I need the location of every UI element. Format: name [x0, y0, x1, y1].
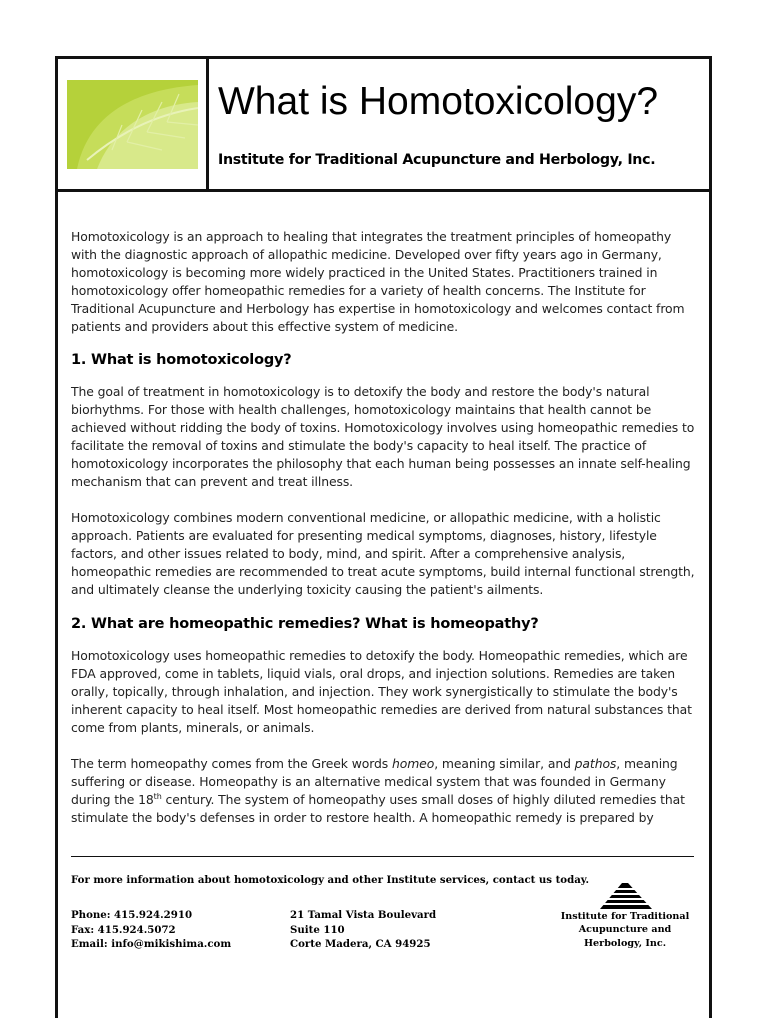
address-block — [290, 908, 436, 952]
address-line-3: Corte Madera, CA 94925 — [290, 938, 431, 951]
contact-info — [71, 908, 231, 952]
para-text: , meaning suffering or disease. Homeopathy is an alternative medical system that was founded in Germany during the 18 — [71, 755, 678, 807]
italic-term-homeo: homeo — [391, 755, 435, 771]
section2-heading: 2. What are homeopathic remedies? What is homeopathy? — [71, 616, 539, 633]
phone-number: Phone: 415.924.2910 — [71, 909, 193, 921]
section2-paragraph-1: Homotoxicology uses homeopathic remedies to detoxify the body. Homeopathic remedies, which are FDA approved, come in tablets, liquid vials, oral drops, and injection solutions. Remedies are taken orally, topically, through inhalation, and injection. They work synergistically to stimulate the body's inherent capacity to heal itself. Most homeopathic remedies are derived from natural substances that come from plants, minerals, or animals. — [71, 648, 692, 736]
superscript: th — [153, 791, 162, 801]
page-subtitle: Institute for Traditional Acupuncture and Herbology, Inc. — [218, 152, 656, 168]
leaf-image — [67, 80, 198, 169]
section1-paragraph-1: The goal of treatment in homotoxicology is to detoxify the body and restore the body's natural biorhythms. For those with health challenges, homotoxicology maintains that health cannot be achieved without ridding the body of toxins. Homotoxicology involves using homeopathic remedies to facilitate the removal of toxins and stimulate the body's capacity to heal itself. The practice of homotoxicology incorporates the philosophy that each human being possesses an innate self-healing mechanism that can prevent and treat illness. — [71, 384, 695, 489]
leaf-illustration — [67, 80, 198, 169]
intro-paragraph: Homotoxicology is an approach to healing that integrates the treatment principles of homeopathy with the diagnostic approach of allopathic medicine. Developed over fifty years ago in Germany, homotoxicology is becoming more widely practiced in the United States. Practitioners trained in homotoxicology offer homeopathic remedies for a variety of health concerns. The Institute for Traditional Acupuncture and Herbology has expertise in homotoxicology and welcomes contact from patients and providers about this effective system of medicine. — [71, 229, 685, 334]
para-text: The term homeopathy comes from the Greek words — [71, 755, 392, 771]
para-text: century. The system of homeopathy uses small doses of highly diluted remedies that stimulate the body's defenses in order to restore health. A homeopathic remedy is prepared by — [71, 791, 685, 825]
main-content — [71, 228, 698, 845]
contact-line: For more information about homotoxicology and other Institute services, contact us today. — [71, 874, 590, 886]
section2-paragraph-2 — [71, 755, 698, 827]
section1-paragraph-2: Homotoxicology combines modern conventional medicine, or allopathic medicine, with a holistic approach. Patients are evaluated for presenting medical symptoms, diagnoses, history, lifestyle factors, and other issues related to body, mind, and spirit. After a comprehensive analysis, homeopathic remedies are recommended to treat acute symptoms, build internal functional strength, and ultimately cleanse the underlying toxicity causing the patient's ailments. — [71, 509, 695, 597]
address-line-2: Suite 110 — [290, 923, 345, 936]
footer-rule — [71, 856, 694, 857]
para-text: , meaning similar, and — [434, 755, 575, 771]
logo-text — [552, 910, 698, 950]
email-address[interactable]: Email: info@mikishima.com — [71, 938, 232, 951]
italic-term-pathos: pathos — [574, 755, 617, 771]
header-divider — [206, 56, 209, 192]
institute-logo-icon — [600, 883, 652, 909]
address-line-1: 21 Tamal Vista Boulevard — [290, 909, 437, 921]
logo-text-line-3: Herbology, Inc. — [583, 937, 667, 949]
section1-heading: 1. What is homotoxicology? — [71, 352, 292, 369]
logo-text-line-1: Institute for Traditional — [560, 911, 690, 922]
fax-number: Fax: 415.924.5072 — [71, 923, 176, 936]
page-title: What is Homotoxicology? — [218, 80, 659, 123]
logo-text-line-2: Acupuncture and — [578, 924, 672, 936]
